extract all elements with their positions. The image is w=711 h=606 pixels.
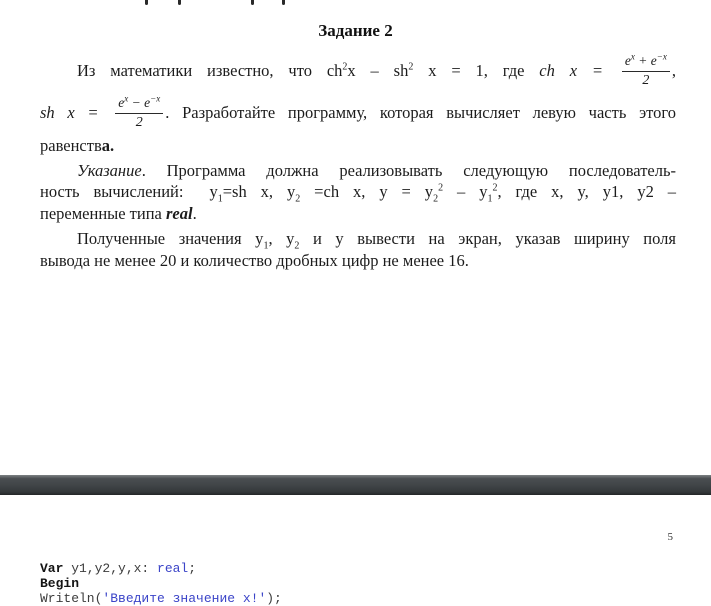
paragraph-1-line-2: sh x = $\frac{e^x - e^{-x}}{2}$ . Разработайте программу, которая вычисляет левую часть этого [40, 93, 677, 130]
page-title: Задание 2 [318, 21, 393, 40]
paragraph-1-line-3: равенства. [40, 135, 115, 155]
cut-off-text-fragment [178, 0, 181, 5]
type-keyword-real: real [157, 561, 189, 576]
real-type-keyword: real [166, 204, 193, 224]
formula-ch-x: ch x = $\frac{e^x + e^{-x}}{2}$ [539, 61, 672, 80]
cut-off-text-fragment [145, 0, 148, 5]
paragraph-1-line-1: Из математики известно, что $ch^2x - sh^2$ x = 1, где ch x = $\frac{e^x + e^{-x}}{2}$ , [77, 51, 676, 88]
code-line-writeln: Writeln('Введите значение x!'); [40, 590, 282, 606]
paragraph-2-line-3: переменные типа real. [40, 204, 197, 224]
fraction: $\frac{e^x + e^{-x}}{2}$ [622, 53, 670, 89]
paragraph-3-line-2: вывода не менее 20 и количество дробных цифр не менее 16. [40, 250, 469, 270]
task-text [40, 51, 676, 272]
string-literal: 'Введите значение x!' [102, 590, 267, 606]
fraction: $\frac{e^x - e^{-x}}{2}$ [115, 95, 163, 131]
formula-sh-x: sh x = $\frac{e^x - e^{-x}}{2}$ [40, 103, 165, 122]
code-line-begin: Begin [40, 575, 80, 591]
paragraph-2-line-1: Указание. Программа должна реализовывать следующую последователь- [77, 160, 676, 180]
pascal-code-block [40, 562, 282, 606]
paragraph-2-line-2: ность вычислений: $y_1=sh$ x, $y_2 =ch$ x, $y = y_2^2 - y_1^2$, где x, y, y1, y2 – [40, 182, 677, 205]
cut-off-text-fragment [251, 0, 254, 5]
page-break-separator [0, 475, 711, 495]
paragraph-3-line-1: Полученные значения $y_1$, $y_2$ и y вывести на экран, указав ширину поля [77, 229, 676, 252]
cut-off-text-fragment [282, 0, 285, 5]
page-number: 5 [667, 531, 673, 543]
code-line-var: Var y1,y2,y,x: real; [40, 561, 197, 576]
document-page-2 [0, 495, 711, 605]
